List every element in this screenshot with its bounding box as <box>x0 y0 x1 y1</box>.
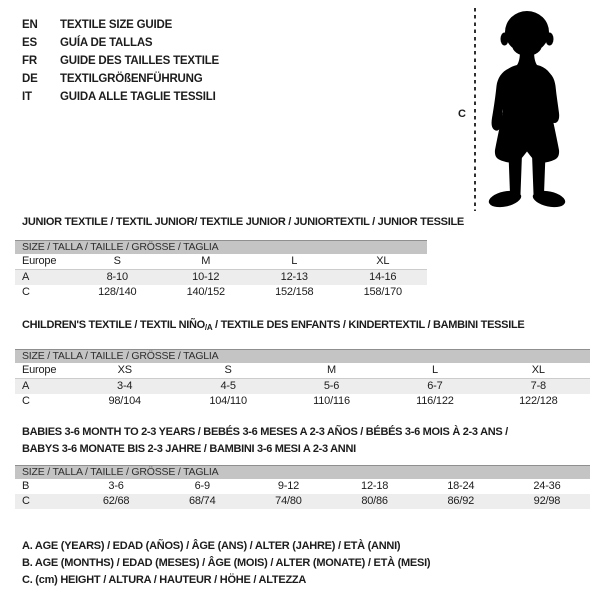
table-cell: 3-6 <box>108 480 124 492</box>
title-subscript: /A <box>204 323 213 332</box>
language-code: ES <box>22 37 37 49</box>
babies-size-table <box>15 465 590 509</box>
table-title-line <box>22 215 464 229</box>
size-header-bar: SIZE / TALLA / TAILLE / GRÖSSE / TAGLIA <box>15 240 427 254</box>
title-text: / TEXTILE DES ENFANTS / KINDERTEXTIL / BAMBINI TESSILE <box>212 319 525 331</box>
table-row <box>15 379 590 394</box>
row-label: A <box>22 271 30 283</box>
baby-height-figure <box>452 6 598 216</box>
table-cell: 62/68 <box>102 495 130 507</box>
table-cell: 18-24 <box>447 480 475 492</box>
row-label: A <box>22 380 30 392</box>
table-cell: 9-12 <box>277 480 300 492</box>
table-cell: 10-12 <box>192 271 220 283</box>
table-cell: 24-36 <box>533 480 561 492</box>
baby-silhouette-icon <box>483 10 569 208</box>
table-cell: S <box>224 364 232 376</box>
table-cell: 104/110 <box>209 395 247 407</box>
language-row <box>22 88 219 106</box>
language-title: TEXTILGRÖßENFÜHRUNG <box>60 73 203 85</box>
children-table-title <box>22 318 590 335</box>
table-row <box>15 254 427 270</box>
row-label: B <box>22 480 30 492</box>
table-cell: 122/128 <box>519 395 558 407</box>
row-label: C <box>22 495 30 507</box>
language-code: EN <box>22 19 38 31</box>
table-cell: 12-13 <box>280 271 308 283</box>
title-text: JUNIOR TEXTILE / TEXTIL JUNIOR/ TEXTILE JUNIOR / JUNIORTEXTIL / JUNIOR TESSILE <box>22 216 464 228</box>
note-line: C. (cm) HEIGHT / ALTURA / HAUTEUR / HÖHE / ALTEZZA <box>22 574 307 586</box>
row-label: Europe <box>22 364 57 376</box>
size-header-bar: SIZE / TALLA / TAILLE / GRÖSSE / TAGLIA <box>15 465 590 479</box>
height-measure-label: C <box>458 108 466 120</box>
table-cell: 6-7 <box>427 380 443 392</box>
language-row <box>22 34 219 52</box>
babies-textile-section <box>15 424 590 509</box>
table-cell: 68/74 <box>188 495 216 507</box>
language-row <box>22 70 219 88</box>
table-cell: L <box>291 255 298 267</box>
table-cell: 110/116 <box>313 395 350 407</box>
children-textile-section <box>15 318 590 409</box>
table-cell: 140/152 <box>186 286 225 298</box>
table-cell: M <box>201 255 211 267</box>
language-list <box>22 16 219 106</box>
table-cell: 12-18 <box>361 480 389 492</box>
table-cell: L <box>431 364 438 376</box>
table-cell: 7-8 <box>530 380 546 392</box>
row-label: Europe <box>22 255 57 267</box>
table-cell: 3-4 <box>117 380 133 392</box>
note-line: B. AGE (MONTHS) / EDAD (MESES) / ÂGE (MOIS) / ALTER (MONATE) / ETÀ (MESI) <box>22 557 431 569</box>
table-cell: 80/86 <box>361 495 388 507</box>
table-cell: 14-16 <box>369 271 397 283</box>
row-label: C <box>22 286 30 298</box>
language-code: IT <box>22 91 32 103</box>
language-title: GUIDA ALLE TAGLIE TESSILI <box>60 91 216 103</box>
table-cell: XS <box>117 364 132 376</box>
table-row <box>15 479 590 494</box>
table-title-line <box>22 424 590 441</box>
table-cell: 116/122 <box>416 395 454 407</box>
language-title: TEXTILE SIZE GUIDE <box>60 19 173 31</box>
note-line: A. AGE (YEARS) / EDAD (AÑOS) / ÂGE (ANS) / ALTER (JAHRE) / ETÀ (ANNI) <box>22 540 401 552</box>
table-cell: 158/170 <box>363 286 402 298</box>
table-cell: 86/92 <box>447 495 475 507</box>
junior-table-title <box>22 215 464 229</box>
table-cell: M <box>327 364 336 376</box>
table-cell: 128/140 <box>98 286 137 298</box>
title-text: BABIES 3-6 MONTH TO 2-3 YEARS / BEBÉS 3-6 MESES A 2-3 AÑOS / BÉBÉS 3-6 MOIS À 2-3 ANS / <box>22 426 508 438</box>
language-code: DE <box>22 73 38 85</box>
table-cell: 6-9 <box>194 480 210 492</box>
table-cell: S <box>113 255 121 267</box>
table-cell: 5-6 <box>323 380 340 392</box>
language-title: GUÍA DE TALLAS <box>60 37 153 49</box>
language-row <box>22 52 219 70</box>
table-cell: 152/158 <box>275 286 314 298</box>
table-row <box>15 363 590 379</box>
table-cell: XL <box>376 255 390 267</box>
table-cell: 74/80 <box>275 495 302 507</box>
size-header-bar: SIZE / TALLA / TAILLE / GRÖSSE / TAGLIA <box>15 349 590 363</box>
table-cell: 8-10 <box>106 271 128 283</box>
table-row <box>15 394 590 409</box>
table-row <box>15 270 427 285</box>
table-title-line <box>22 318 590 335</box>
language-row <box>22 16 219 34</box>
legend-notes <box>22 538 430 589</box>
language-code: FR <box>22 55 37 67</box>
table-cell: XL <box>531 364 545 376</box>
title-text: BABYS 3-6 MONATE BIS 2-3 JAHRE / BAMBINI 3-6 MESI A 2-3 ANNI <box>22 443 356 455</box>
table-cell: 92/98 <box>533 495 561 507</box>
babies-table-title <box>22 424 590 458</box>
junior-textile-section <box>15 215 464 300</box>
table-title-line <box>22 441 590 458</box>
table-cell: 98/104 <box>108 395 141 407</box>
row-label: C <box>22 395 30 407</box>
table-row <box>15 494 590 509</box>
table-row <box>15 285 427 300</box>
junior-size-table <box>15 240 427 300</box>
table-cell: 4-5 <box>220 380 236 392</box>
title-text: CHILDREN'S TEXTILE / TEXTIL NIÑO <box>22 319 205 331</box>
children-size-table <box>15 349 590 409</box>
height-dotted-line <box>474 8 476 211</box>
language-title: GUIDE DES TAILLES TEXTILE <box>60 55 219 67</box>
